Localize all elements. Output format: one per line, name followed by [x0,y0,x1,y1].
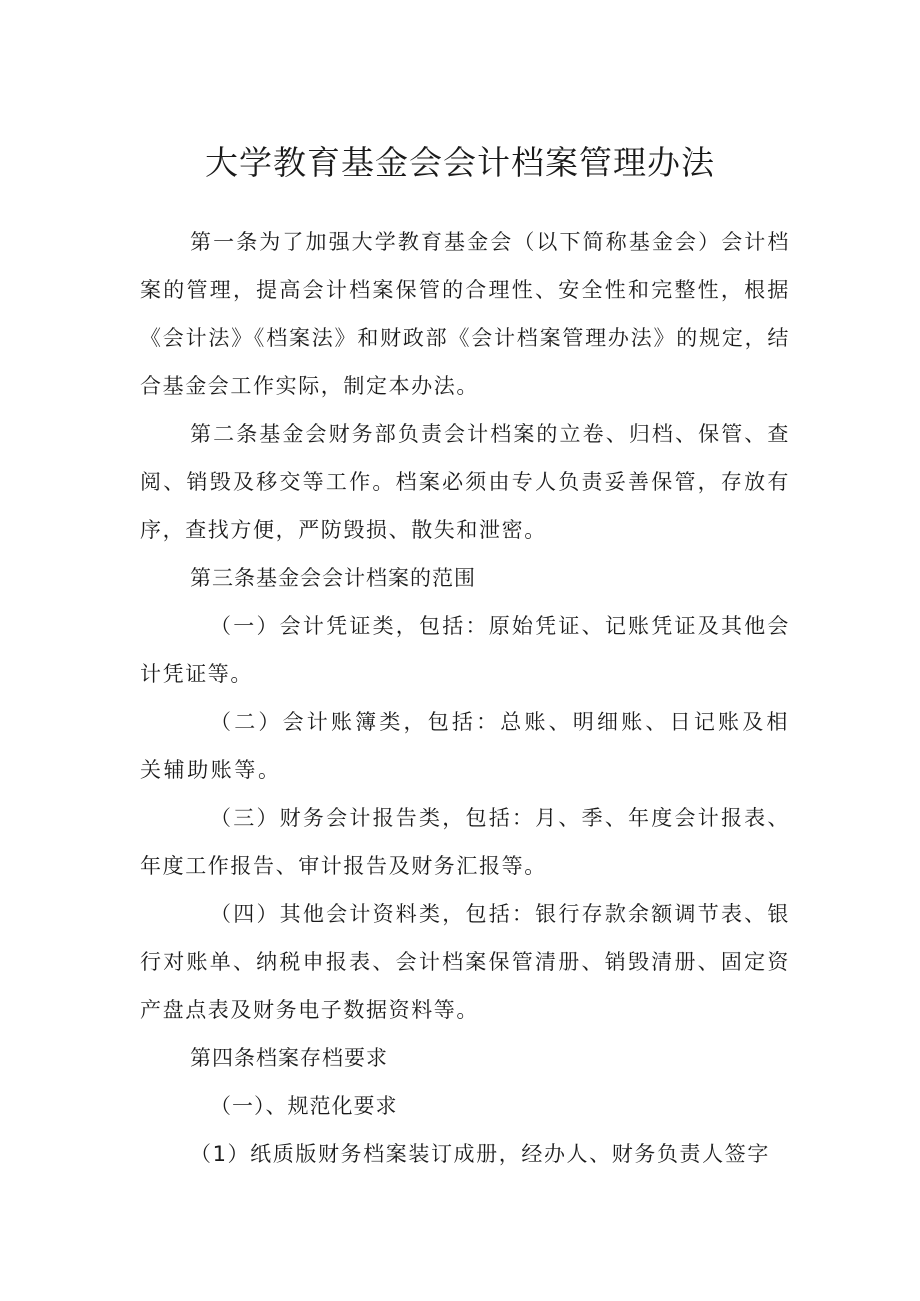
article-3-item-3: （三）财务会计报告类，包括：月、季、年度会计报表、年度工作报告、审计报告及财务汇报等。 [140,806,790,878]
article-1-paragraph: 第一条为了加强大学教育基金会（以下简称基金会）会计档案的管理，提高会计档案保管的合理性、安全性和完整性，根据《会计法》《档案法》和财政部《会计档案管理办法》的规定，结合基金会工作实际，制定本办法。 [140,230,790,398]
article-4-heading: 第四条档案存档要求 [190,1046,388,1070]
article-3-item-4: （四）其他会计资料类，包括：银行存款余额调节表、银行对账单、纳税申报表、会计档案保管清册、销毁清册、固定资产盘点表及财务电子数据资料等。 [140,902,790,1022]
article-4-subheading: （一）、规范化要求 [210,1094,398,1118]
article-2-paragraph: 第二条基金会财务部负责会计档案的立卷、归档、保管、查阅、销毁及移交等工作。档案必须由专人负责妥善保管，存放有序，查找方便，严防毁损、散失和泄密。 [140,422,790,542]
article-3-item-2: （二）会计账簿类，包括：总账、明细账、日记账及相关辅助账等。 [140,710,790,782]
document-body [140,218,790,1178]
article-3-item-1: （一）会计凭证类，包括：原始凭证、记账凭证及其他会计凭证等。 [140,614,790,686]
article-4-item-1: （1）纸质版财务档案装订成册，经办人、财务负责人签字 [190,1142,770,1166]
article-3-heading: 第三条基金会会计档案的范围 [190,566,476,590]
document-title: 大学教育基金会会计档案管理办法 [205,143,715,182]
